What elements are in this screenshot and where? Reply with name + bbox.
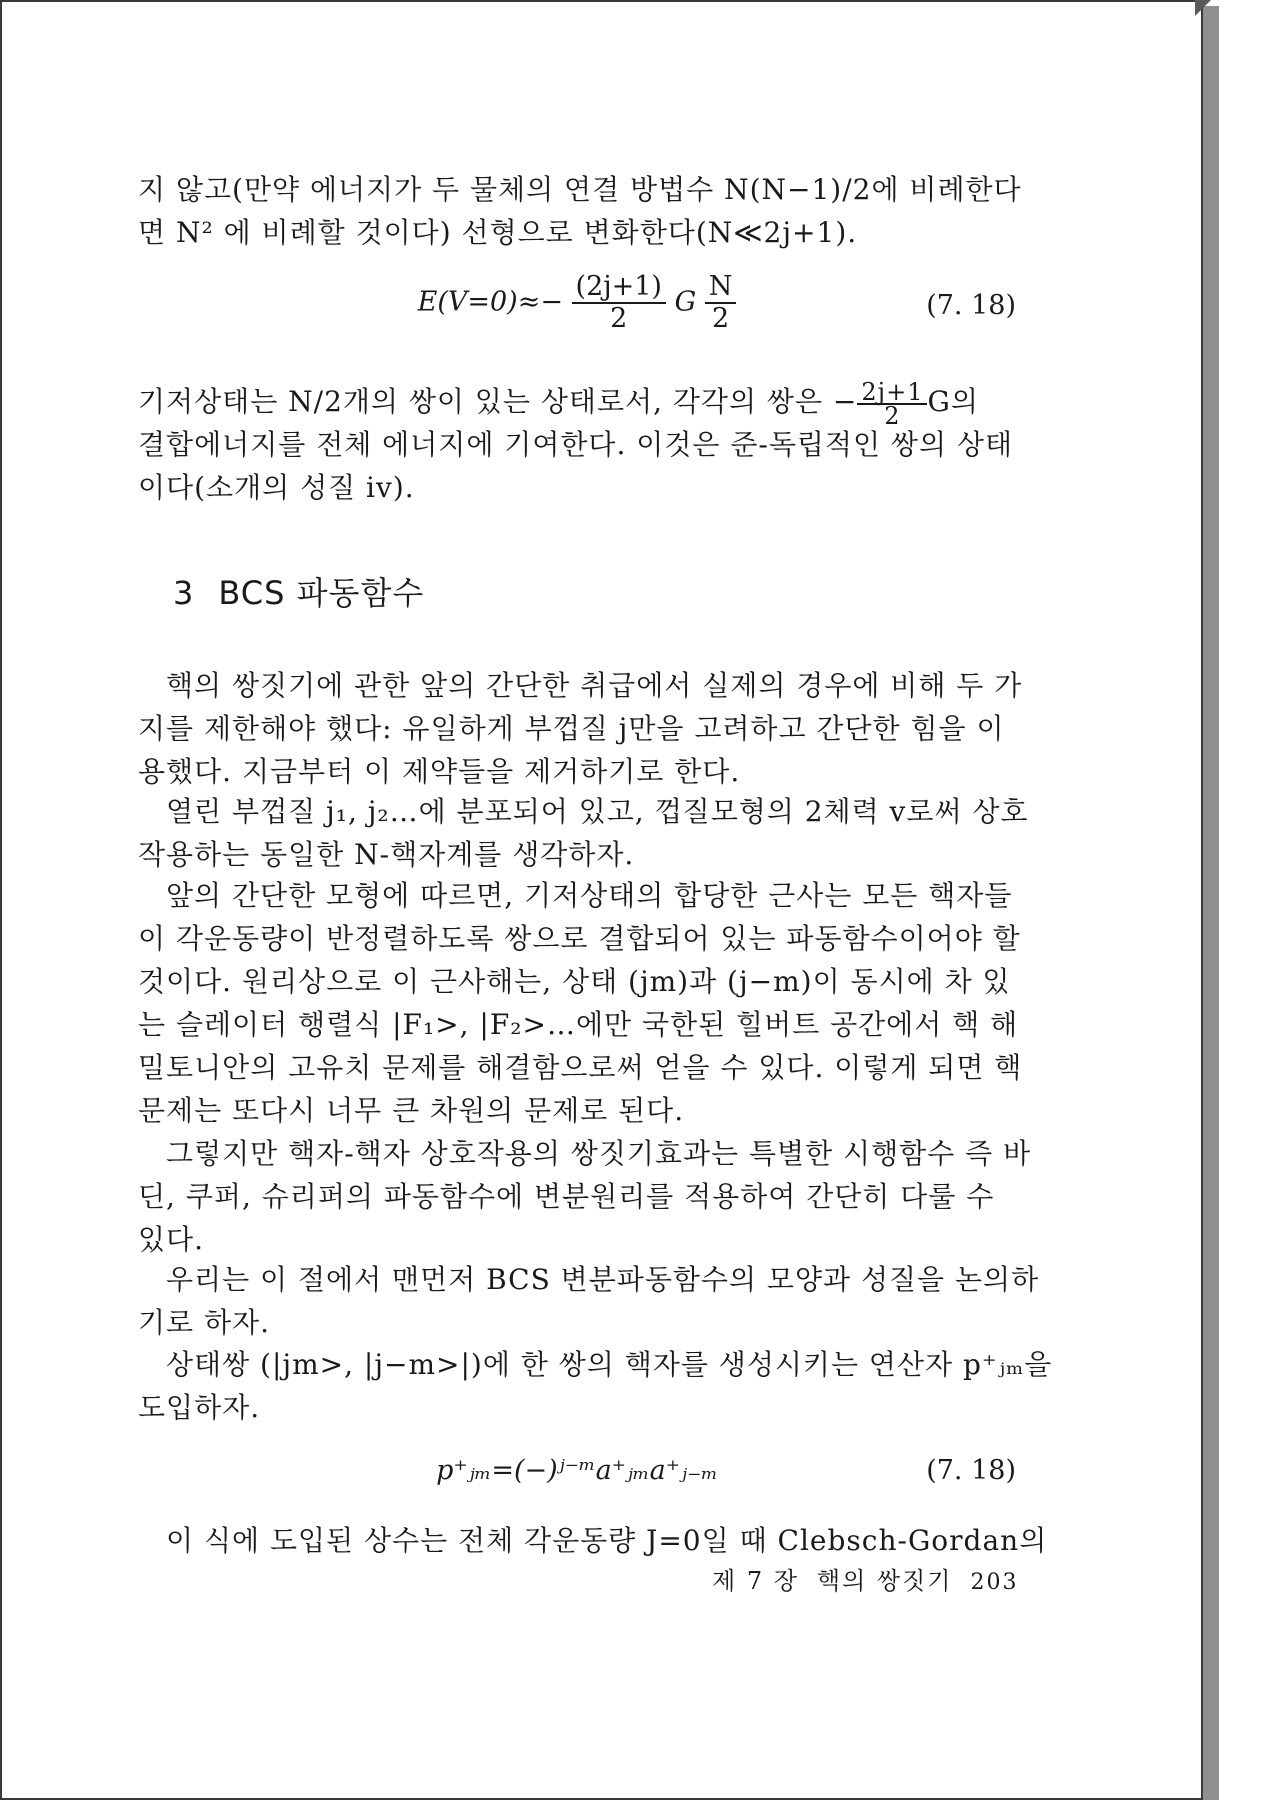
eq-lhs: E(V=0)≈− (417, 286, 563, 318)
text-line: 작용하는 동일한 N-핵자계를 생각하자. (138, 838, 635, 871)
eq-mid: G (674, 286, 697, 318)
equation-number: (7. 18) (926, 1455, 1016, 1486)
eq-expression: p⁺ⱼₘ=(−)ʲ⁻ᵐa⁺ⱼₘa⁺ⱼ₋ₘ (436, 1455, 718, 1486)
text-line: 결합에너지를 전체 에너지에 기여한다. 이것은 준-독립적인 쌍의 상태 (138, 428, 1014, 461)
text-line: 지 않고(만약 에너지가 두 물체의 연결 방법수 N(N−1)/2에 비례한다 (138, 173, 1022, 206)
equation-body (138, 272, 1016, 334)
paragraph-9 (138, 1519, 1048, 1562)
running-footer (712, 1561, 1018, 1596)
text-line: 밀토니안의 고유치 문제를 해결함으로써 얻을 수 있다. 이렇게 되면 핵 (138, 1051, 1023, 1084)
eq-fraction (572, 272, 666, 334)
frac-denominator: 2 (711, 303, 730, 334)
text-line: 그렇지만 핵자-핵자 상호작용의 쌍짓기효과는 특별한 시행함수 즉 바 (166, 1137, 1032, 1170)
line-text: 기저상태는 N/2개의 쌍이 있는 상태로서, 각각의 쌍은 − (138, 385, 858, 418)
text-line: 이 식에 도입된 상수는 전체 각운동량 J=0일 때 Clebsch-Gordan의 (166, 1524, 1048, 1557)
paragraph-5 (138, 874, 1023, 1132)
paragraph-1 (138, 168, 1022, 254)
frac-numerator: (2j+1) (572, 272, 666, 304)
text-line: 딘, 쿠퍼, 슈리퍼의 파동함수에 변분원리를 적용하여 간단히 다룰 수 (138, 1180, 995, 1213)
text-line: 기로 하자. (138, 1306, 270, 1339)
section-title: BCS 파동함수 (218, 574, 425, 612)
paragraph-4 (138, 790, 1029, 876)
paragraph-6 (138, 1132, 1032, 1261)
text-line: 상태쌍 (|jm>, |j−m>|)에 한 쌍의 핵자를 생성시키는 연산자 p⁺ⱼₘ을 (166, 1348, 1053, 1381)
text-line (138, 377, 1016, 430)
page-number: 203 (970, 1570, 1019, 1595)
text-line: 용했다. 지금부터 이 제약들을 제거하기로 한다. (138, 755, 741, 788)
frac-numerator: N (705, 272, 737, 304)
inline-fraction (857, 377, 927, 430)
text-line: 는 슬레이터 행렬식 |F₁>, |F₂>…에만 국한된 힐버트 공간에서 핵 해 (138, 1008, 1019, 1041)
equation-number: (7. 18) (926, 290, 1016, 321)
equation-7-18-a (138, 272, 1016, 342)
paragraph-2 (138, 377, 1016, 509)
text-line: 있다. (138, 1223, 204, 1256)
text-line: 지를 제한해야 했다: 유일하게 부껍질 j만을 고려하고 간단한 힘을 이 (138, 712, 1005, 745)
paragraph-8 (138, 1343, 1053, 1429)
text-line: 도입하자. (138, 1391, 261, 1424)
equation-body (138, 1455, 1016, 1486)
text-line: 열린 부껍질 j₁, j₂…에 분포되어 있고, 껍질모형의 2체력 v로써 상호 (166, 795, 1029, 828)
text-line: 핵의 쌍짓기에 관한 앞의 간단한 취급에서 실제의 경우에 비해 두 가 (166, 669, 1023, 702)
equation-7-18-b (138, 1455, 1016, 1495)
text-line: 앞의 간단한 모형에 따르면, 기저상태의 합당한 근사는 모든 핵자들 (166, 879, 1013, 912)
page-shadow (1203, 6, 1219, 1800)
frac-numerator: 2j+1 (857, 381, 927, 405)
text-line: 것이다. 원리상으로 이 근사해는, 상태 (jm)과 (j−m)이 동시에 차 있 (138, 965, 1011, 998)
text-line: 우리는 이 절에서 맨먼저 BCS 변분파동함수의 모양과 성질을 논의하 (166, 1263, 1040, 1296)
footer-chapter: 제 7 장 (712, 1567, 799, 1595)
line-text: G의 (927, 385, 979, 418)
text-line: 이다(소개의 성질 iv). (138, 471, 415, 504)
footer-title: 핵의 쌍짓기 (816, 1567, 953, 1595)
frac-denominator: 2 (884, 401, 901, 430)
paragraph-7 (138, 1258, 1040, 1344)
section-number: 3 (173, 574, 195, 612)
text-line: 이 각운동량이 반정렬하도록 쌍으로 결합되어 있는 파동함수이어야 할 (138, 922, 1021, 955)
section-heading (173, 568, 424, 614)
text-line: 면 N² 에 비례할 것이다) 선형으로 변화한다(N≪2j+1). (138, 216, 858, 249)
text-line: 문제는 또다시 너무 큰 차원의 문제로 된다. (138, 1094, 685, 1127)
frac-denominator: 2 (610, 303, 628, 334)
paragraph-3 (138, 664, 1023, 793)
eq-fraction (705, 272, 737, 334)
